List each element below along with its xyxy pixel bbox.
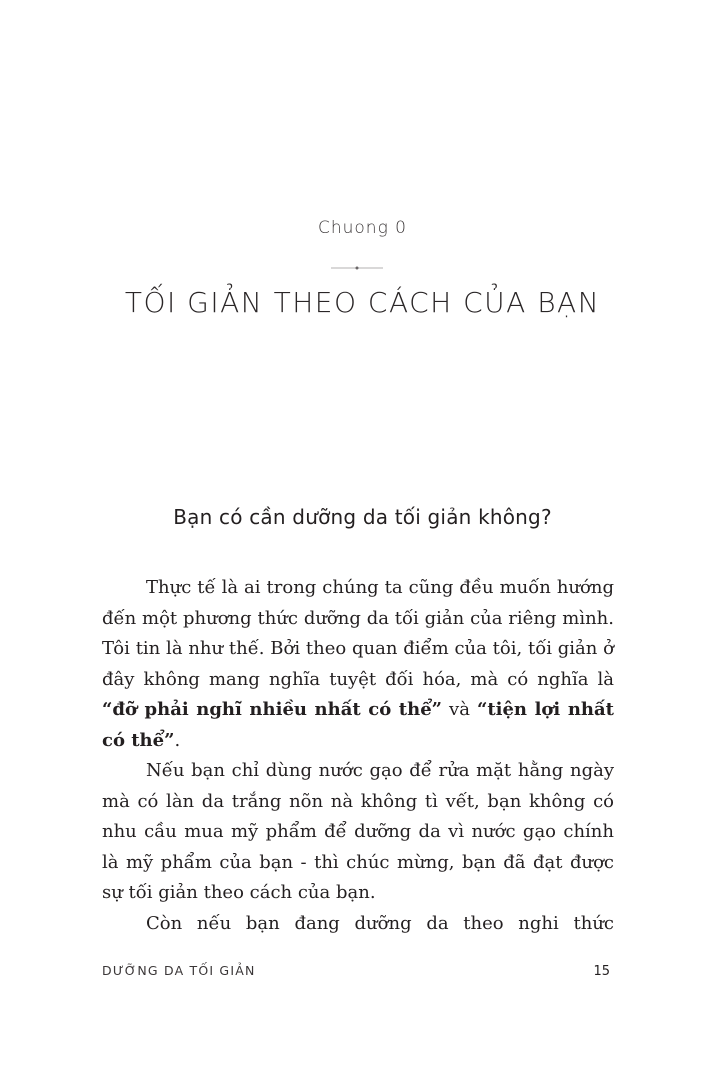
page-number: 15 <box>593 964 610 979</box>
bold-phrase-2: “tiện lợi nhất có thể” <box>102 699 614 751</box>
chapter-label: Chuong 0 <box>317 218 407 238</box>
paragraph-1-end: . <box>174 729 181 751</box>
paragraph-2: Nếu bạn chỉ dùng nước gạo để rửa mặt hằng ngày mà có làn da trắng nõn nà không tì vết, bạn không có nhu cầu mua mỹ phẩm để dưỡng da vì nước gạo chính là mỹ phẩm của bạn - thì chúc mừng, bạn đã đạt được sự tối giản theo cách của bạn. <box>102 760 614 903</box>
bold-phrase-1: “đỡ phải nghĩ nhiều nhất có thể” <box>102 699 443 720</box>
chapter-title: TỐI GIẢN THEO CÁCH CỦA BẠN <box>124 286 601 319</box>
paragraph-1 <box>102 573 614 756</box>
section-title: Bạn có cần dưỡng da tối giản không? <box>173 505 552 529</box>
running-footer-title: DƯỠNG DA TỐI GIẢN <box>102 963 256 978</box>
paragraph-1-mid: và <box>442 699 477 720</box>
paragraph-3: Còn nếu bạn đang dưỡng da theo nghi thức <box>146 912 614 934</box>
body-text <box>102 573 614 939</box>
paragraph-1-intro: Thực tế là ai trong chúng ta cũng đều muốn hướng đến một phương thức dưỡng da tối giản của riêng mình. Tôi tin là như thế. Bởi theo quan điểm của tôi, tối giản ở đây không mang nghĩa tuyệt đối hóa, mà có nghĩa là <box>102 577 614 690</box>
ornament-divider-icon <box>331 266 383 270</box>
